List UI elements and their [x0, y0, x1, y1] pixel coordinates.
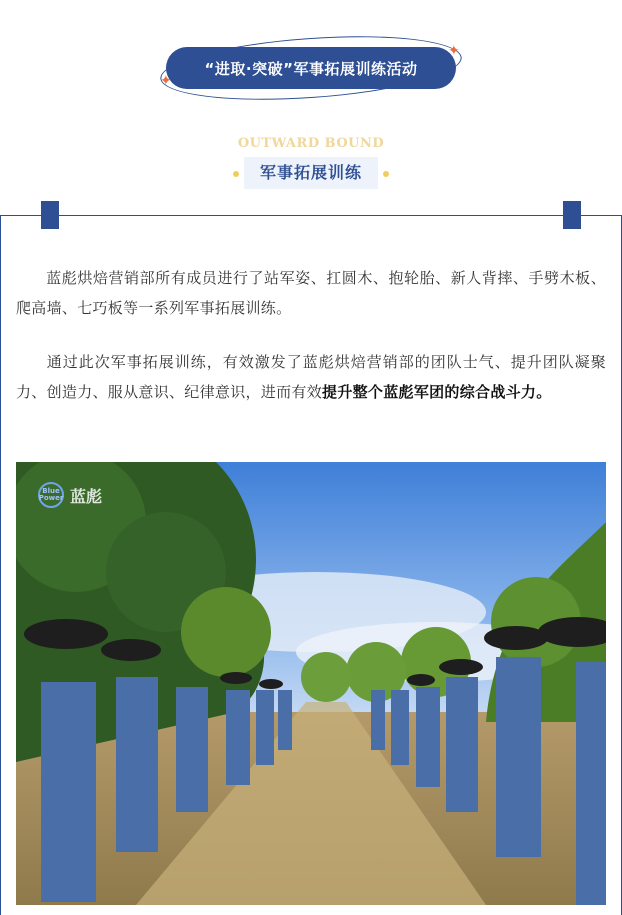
sparkle-icon: ✦: [160, 73, 172, 89]
section-subtitle-en: OUTWARD BOUND: [237, 136, 385, 151]
page-title: “进取·突破”军事拓展训练活动: [166, 47, 456, 89]
section-subtitle-cn: 军事拓展训练: [259, 163, 362, 182]
paragraph-activities: [16, 263, 606, 323]
brand-logo-mark: Blue Power: [38, 482, 64, 508]
brand-logo-text: 蓝彪: [70, 486, 103, 506]
paragraph-results: [16, 347, 606, 407]
brand-logo: [38, 482, 102, 508]
paragraph-activities-text: 蓝彪烘焙营销部所有成员进行了站军姿、扛圆木、抱轮胎、新人背摔、手劈木板、爬高墙、七巧板等一系列军事拓展训练。: [16, 269, 606, 317]
dot-icon: [383, 171, 389, 177]
paragraph-results-emphasis: 提升整个蓝彪军团的综合战斗力。: [322, 383, 552, 401]
sparkle-icon: ✦: [448, 43, 460, 59]
training-photo-illustration: [16, 462, 606, 905]
training-photo: [16, 462, 606, 905]
paragraph-results-text: 通过此次军事拓展训练，有效激发了蓝彪烘焙营销部的团队士气、提升团队凝聚力、创造力、服从意识、纪律意识，进而有效: [16, 353, 606, 401]
frame-tab-left: [41, 201, 59, 229]
title-banner: [160, 38, 462, 98]
frame-tab-right: [563, 201, 581, 229]
dot-icon: [233, 171, 239, 177]
